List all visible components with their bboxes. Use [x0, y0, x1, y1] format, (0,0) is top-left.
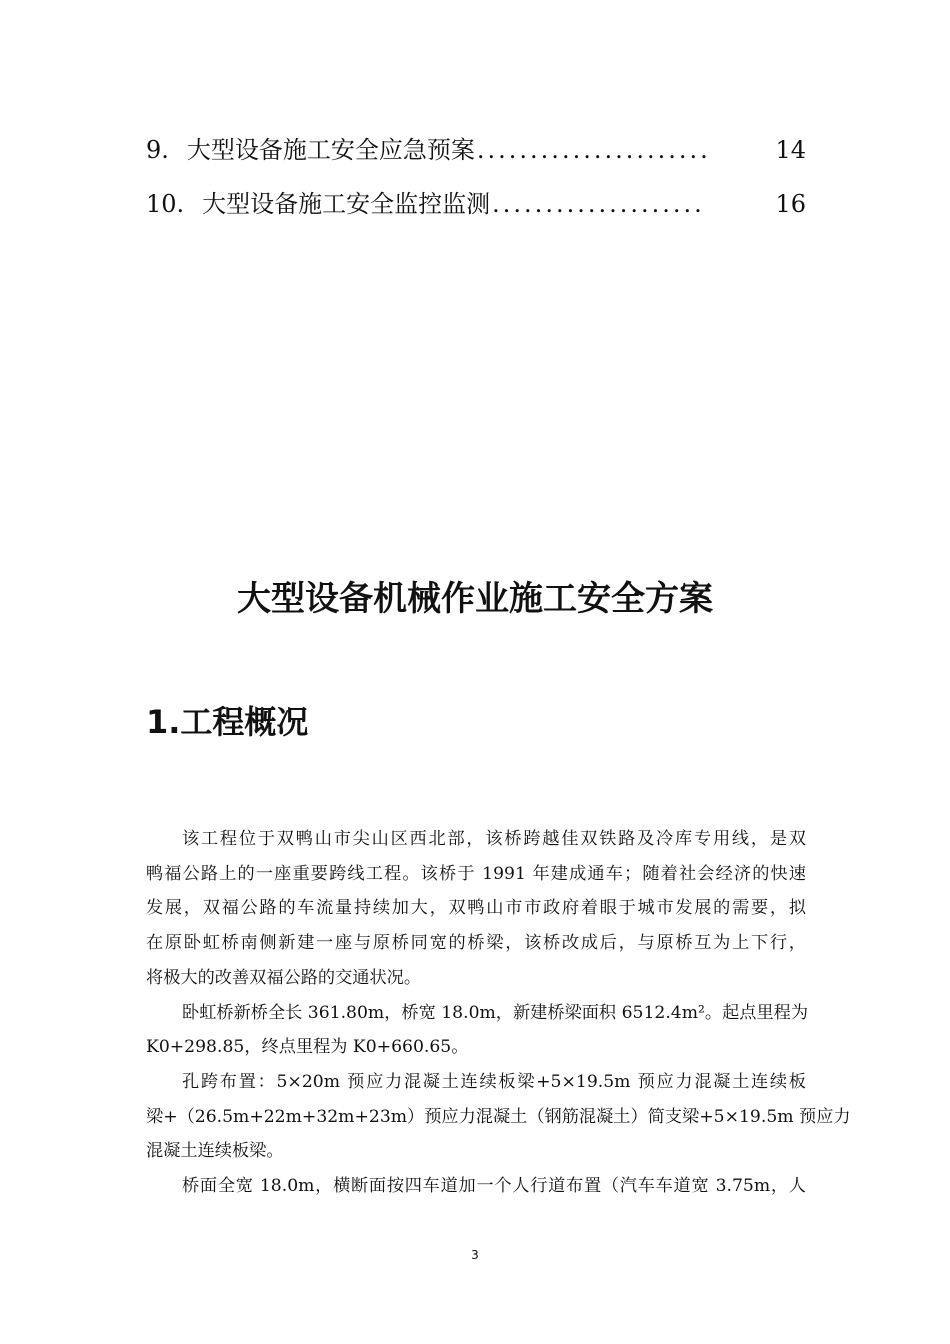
paragraph: [146, 1169, 806, 1204]
toc-entry-page: 14: [775, 136, 806, 164]
text-line: 该工程位于双鸭山市尖山区西北部，该桥跨越佳双铁路及冷库专用线，是双: [182, 829, 806, 849]
paragraph: [146, 1065, 851, 1169]
text-line: 在原卧虹桥南侧新建一座与原桥同宽的桥梁，该桥改成后，与原桥互为上下行，: [146, 933, 806, 954]
text-line: 发展，双福公路的车流量持续加大，双鸭山市市政府着眼于城市发展的需要，拟: [146, 898, 806, 919]
paragraph: [146, 822, 806, 996]
text-line: 桥面全宽 18.0m，横断面按四车道加一个人行道布置（汽车车道宽 3.75m，人: [182, 1176, 806, 1197]
page-number: 3: [471, 1248, 479, 1262]
table-of-contents: [146, 128, 806, 236]
section-heading: 1.工程概况: [146, 703, 309, 741]
toc-entry-page: 16: [775, 190, 806, 218]
toc-entry-title: 大型设备施工安全监控监测: [202, 190, 491, 218]
toc-leader-dots: ......................: [476, 136, 711, 164]
toc-entry-number: 10.: [146, 190, 185, 218]
text-line: K0+298.85，终点里程为 K0+660.65。: [146, 1037, 469, 1058]
text-line: 鸭福公路上的一座重要跨线工程。该桥于 1991 年建成通车；随着社会经济的快速: [146, 863, 806, 884]
text-line: 将极大的改善双福公路的交通状况。: [146, 967, 422, 988]
toc-entry[interactable]: [146, 182, 806, 236]
toc-leader-dots: ....................: [492, 190, 705, 218]
text-line: 孔跨布置：5×20m 预应力混凝土连续板梁+5×19.5m 预应力混凝土连续板: [182, 1071, 806, 1092]
toc-entry-number: 9.: [146, 136, 169, 164]
document-title: 大型设备机械作业施工安全方案: [237, 579, 713, 619]
toc-entry[interactable]: [146, 128, 806, 182]
toc-entry-title: 大型设备施工安全应急预案: [186, 136, 475, 164]
section-body: [146, 822, 851, 1204]
text-line: 梁+（26.5m+22m+32m+23m）预应力混凝土（钢筋混凝土）简支梁+5×19.5m 预应力: [146, 1106, 851, 1127]
text-line: 卧虹桥新桥全长 361.80m，桥宽 18.0m，新建桥梁面积 6512.4m²。起点里程为: [182, 1002, 809, 1023]
paragraph: [146, 996, 809, 1065]
text-line: 混凝土连续板梁。: [146, 1141, 284, 1162]
